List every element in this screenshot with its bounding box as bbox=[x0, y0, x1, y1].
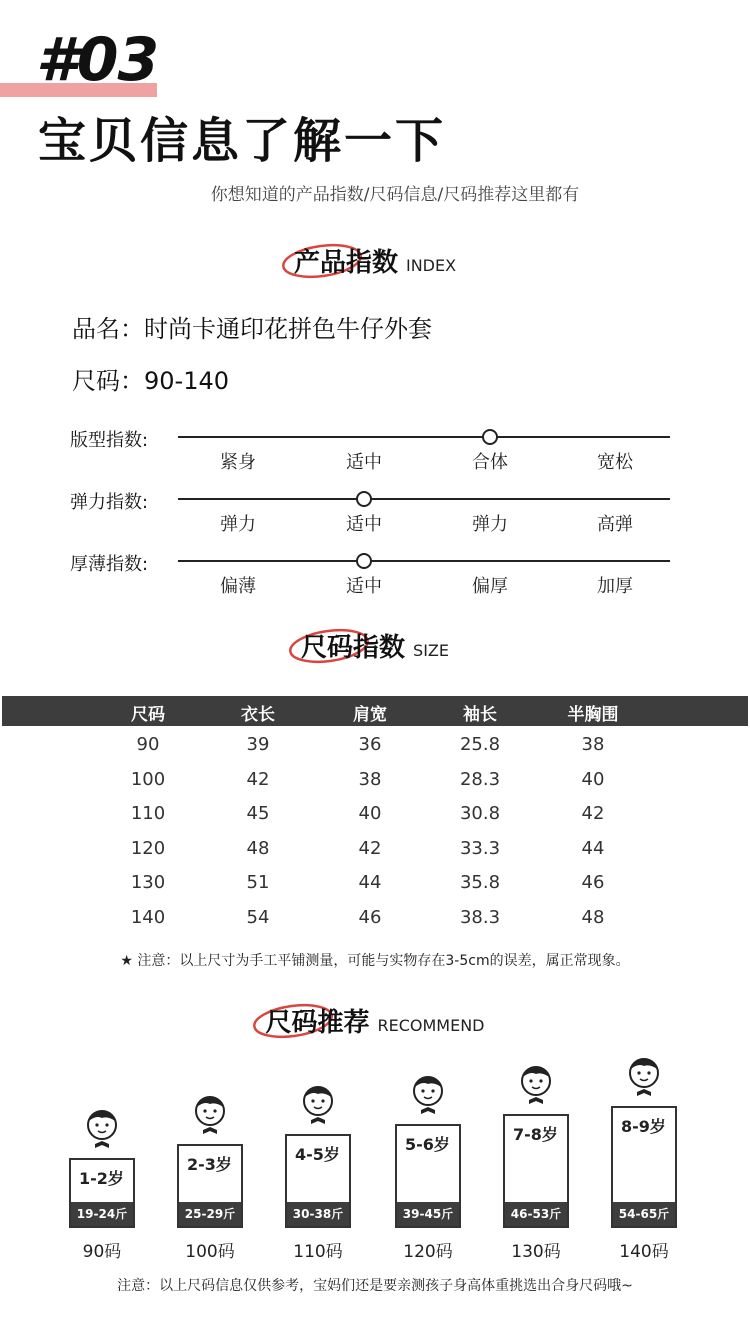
table-cell: 46 bbox=[358, 906, 382, 928]
child-icon bbox=[82, 1106, 122, 1150]
section-heading-size bbox=[0, 635, 750, 661]
card-age: 7-8岁 bbox=[513, 1125, 558, 1144]
recommend-note: 注意：以上尺码信息仅供参考，宝妈们还是要亲测孩子身高体重挑选出合身尺码哦~ bbox=[117, 1278, 633, 1294]
page-title: 宝贝信息了解一下 bbox=[38, 113, 447, 169]
table-cell: 46 bbox=[581, 872, 605, 893]
scale-option: 合体 bbox=[472, 452, 508, 473]
table-cell: 48 bbox=[246, 837, 270, 859]
section-title-cn: 尺码推荐 bbox=[265, 1008, 370, 1038]
child-icon bbox=[190, 1092, 230, 1136]
card-weight: 39-45斤 bbox=[397, 1202, 459, 1226]
table-cell: 39 bbox=[246, 734, 270, 755]
table-cell: 33.3 bbox=[459, 837, 501, 859]
scale-option: 适中 bbox=[346, 576, 382, 597]
card-age: 2-3岁 bbox=[187, 1155, 232, 1174]
table-cell: 42 bbox=[581, 803, 605, 824]
scale-option: 适中 bbox=[346, 452, 382, 473]
scale-option: 弹力 bbox=[220, 514, 256, 535]
table-header-cell: 尺码 bbox=[131, 705, 165, 725]
section-number: #03 bbox=[36, 25, 159, 95]
table-cell: 38.3 bbox=[459, 906, 501, 928]
table-cell: 42 bbox=[246, 768, 270, 790]
scale-marker bbox=[482, 429, 498, 445]
section-title-en: SIZE bbox=[413, 641, 449, 660]
table-header-cell: 袖长 bbox=[463, 705, 497, 725]
card-weight: 46-53斤 bbox=[505, 1202, 567, 1226]
table-cell: 130 bbox=[130, 872, 166, 893]
child-icon bbox=[408, 1072, 448, 1116]
card-age: 8-9岁 bbox=[621, 1117, 666, 1136]
size-card bbox=[69, 1158, 135, 1228]
table-cell: 48 bbox=[581, 906, 605, 928]
table-cell: 44 bbox=[581, 837, 605, 859]
table-cell: 35.8 bbox=[459, 872, 501, 893]
table-cell: 25.8 bbox=[459, 734, 501, 755]
child-icon bbox=[624, 1054, 664, 1098]
scale-option: 偏薄 bbox=[220, 576, 256, 597]
card-weight: 25-29斤 bbox=[179, 1202, 241, 1226]
size-card bbox=[177, 1144, 243, 1228]
scale-option: 宽松 bbox=[597, 452, 633, 473]
table-cell: 54 bbox=[246, 906, 270, 928]
size-card bbox=[285, 1134, 351, 1228]
table-cell: 38 bbox=[358, 768, 382, 790]
section-title-en: RECOMMEND bbox=[377, 1016, 485, 1035]
table-cell: 45 bbox=[246, 803, 270, 824]
table-cell: 51 bbox=[246, 872, 270, 893]
scale-option: 适中 bbox=[346, 514, 382, 535]
table-header-cell: 衣长 bbox=[241, 705, 275, 725]
card-age: 1-2岁 bbox=[79, 1169, 124, 1188]
page-subtitle: 你想知道的产品指数/尺码信息/尺码推荐这里都有 bbox=[210, 185, 580, 205]
scale-option: 高弹 bbox=[597, 514, 633, 535]
scale-option: 加厚 bbox=[597, 576, 633, 597]
product-name: 品名：时尚卡通印花拼色牛仔外套 bbox=[72, 315, 432, 343]
product-size-range: 尺码：90-140 bbox=[72, 367, 230, 395]
table-header-cell: 肩宽 bbox=[353, 705, 387, 725]
scale-label: 厚薄指数: bbox=[70, 554, 149, 575]
card-size-label: 130码 bbox=[511, 1242, 561, 1262]
measure-note: ★ 注意：以上尺寸为手工平铺测量，可能与实物存在3-5cm的误差，属正常现象。 bbox=[120, 953, 630, 969]
table-cell: 40 bbox=[581, 768, 605, 790]
table-header-cell: 半胸围 bbox=[567, 705, 619, 725]
card-age: 4-5岁 bbox=[295, 1145, 340, 1164]
section-heading-recommend bbox=[0, 1010, 750, 1036]
table-cell: 90 bbox=[136, 734, 160, 755]
table-cell: 28.3 bbox=[459, 768, 501, 790]
card-weight: 19-24斤 bbox=[71, 1202, 133, 1226]
scale-line bbox=[178, 560, 670, 562]
table-cell: 42 bbox=[358, 837, 382, 859]
scale-label: 弹力指数: bbox=[70, 492, 149, 513]
size-card bbox=[611, 1106, 677, 1228]
table-cell: 110 bbox=[130, 803, 166, 824]
card-weight: 54-65斤 bbox=[613, 1202, 675, 1226]
section-title-en: INDEX bbox=[405, 256, 457, 275]
table-cell: 120 bbox=[130, 837, 166, 859]
table-cell: 30.8 bbox=[459, 803, 501, 824]
scale-line bbox=[178, 498, 670, 500]
section-heading-index bbox=[0, 250, 750, 276]
section-title-cn: 产品指数 bbox=[293, 248, 398, 278]
table-cell: 38 bbox=[581, 734, 605, 755]
card-weight: 30-38斤 bbox=[287, 1202, 349, 1226]
table-cell: 36 bbox=[358, 734, 382, 755]
table-cell: 44 bbox=[358, 872, 382, 893]
card-size-label: 140码 bbox=[619, 1242, 669, 1262]
card-size-label: 90码 bbox=[82, 1242, 122, 1262]
scale-line bbox=[178, 436, 670, 438]
section-title-cn: 尺码指数 bbox=[301, 633, 406, 663]
size-card bbox=[503, 1114, 569, 1228]
card-size-label: 120码 bbox=[403, 1242, 453, 1262]
card-size-label: 100码 bbox=[185, 1242, 235, 1262]
scale-option: 弹力 bbox=[472, 514, 508, 535]
card-age: 5-6岁 bbox=[405, 1135, 450, 1154]
card-size-label: 110码 bbox=[293, 1242, 343, 1262]
scale-option: 偏厚 bbox=[472, 576, 508, 597]
child-icon bbox=[516, 1062, 556, 1106]
scale-option: 紧身 bbox=[220, 452, 256, 473]
table-cell: 140 bbox=[130, 906, 166, 928]
child-icon bbox=[298, 1082, 338, 1126]
table-cell: 100 bbox=[130, 768, 166, 790]
scale-marker bbox=[356, 553, 372, 569]
size-card bbox=[395, 1124, 461, 1228]
scale-label: 版型指数: bbox=[70, 430, 149, 451]
scale-marker bbox=[356, 491, 372, 507]
table-cell: 40 bbox=[358, 803, 382, 824]
